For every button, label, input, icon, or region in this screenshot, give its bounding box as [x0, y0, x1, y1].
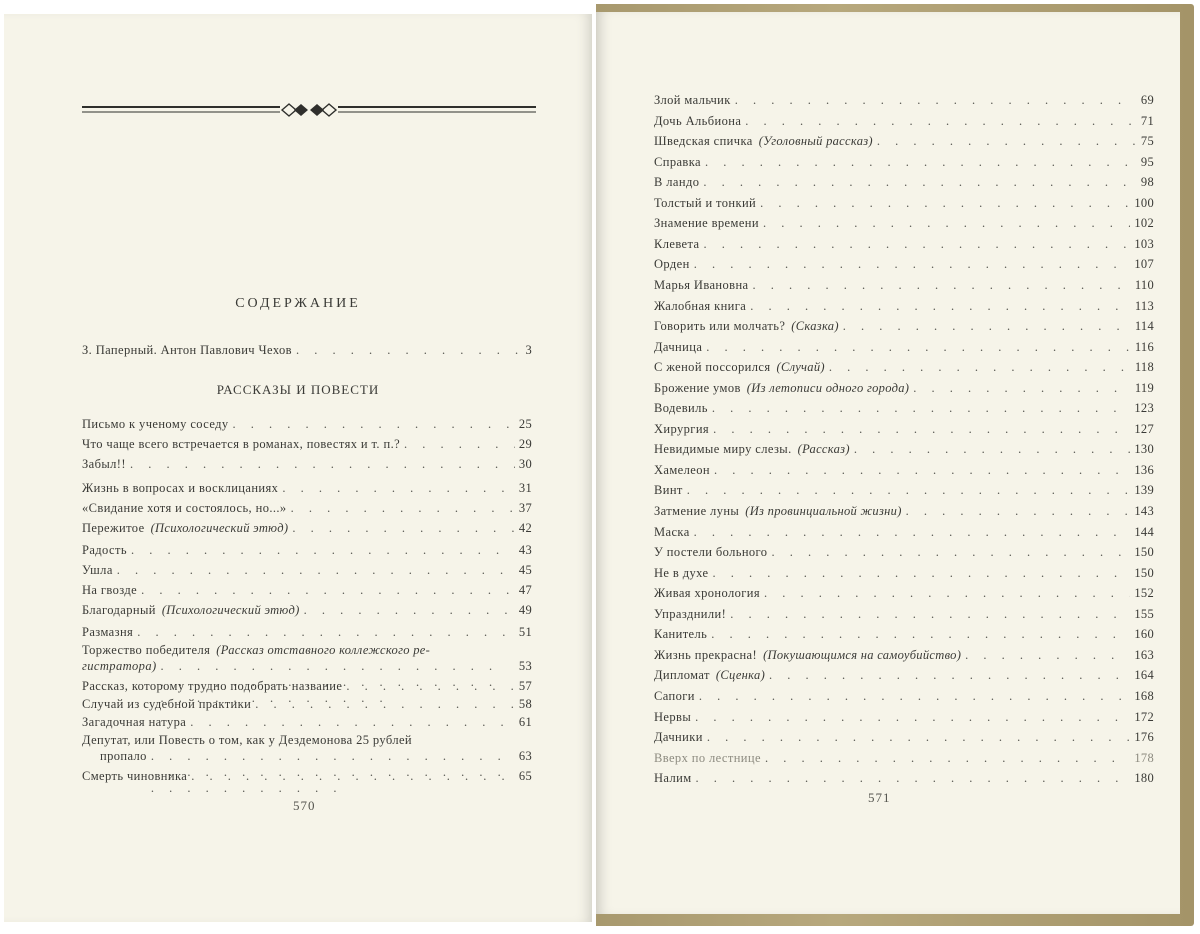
entry-subtitle: (Психологический этюд)	[150, 521, 289, 535]
dot-leader	[304, 602, 515, 618]
dot-leader	[843, 318, 1131, 334]
dot-leader	[296, 342, 521, 358]
entry-title: Забыл!!	[82, 457, 126, 471]
toc-entry	[654, 626, 1154, 642]
entry-title: Винт	[654, 483, 683, 497]
dot-leader	[769, 667, 1130, 683]
toc-entry	[654, 359, 1154, 375]
entry-title: Хирургия	[654, 422, 710, 436]
toc-entry	[654, 462, 1154, 478]
entry-page: 113	[1134, 299, 1154, 313]
entry-title: На гвозде	[82, 583, 138, 597]
entry-title: Налим	[654, 771, 692, 785]
toc-entry	[82, 520, 532, 536]
dot-leader	[282, 480, 515, 496]
entry-title: Нервы	[654, 710, 692, 724]
dot-leader	[695, 709, 1130, 725]
entry-title: Знамение времени	[654, 216, 759, 230]
entry-title: Случай из судебной практики	[82, 697, 252, 711]
toc-entry	[654, 195, 1154, 211]
entry-title-continued: гистратора)	[82, 659, 157, 673]
entry-title: Торжество победителя	[82, 643, 211, 657]
dot-leader	[752, 277, 1130, 293]
dot-leader	[750, 298, 1131, 314]
dot-leader	[233, 416, 515, 432]
entry-page: 45	[518, 563, 532, 577]
entry-page: 116	[1134, 340, 1154, 354]
entry-page: 58	[518, 697, 532, 711]
toc-entry	[654, 92, 1154, 108]
entry-page: 63	[518, 749, 532, 763]
toc-entry	[654, 729, 1154, 745]
entry-title: Ушла	[82, 563, 113, 577]
toc-entry	[654, 318, 1154, 334]
entry-page: 178	[1134, 751, 1154, 765]
entry-title: Брожение умов	[654, 381, 741, 395]
entry-title: Жалобная книга	[654, 299, 747, 313]
toc-entry	[654, 667, 1154, 683]
entry-page: 180	[1134, 771, 1154, 785]
entry-page: 164	[1134, 668, 1154, 682]
toc-entry	[654, 133, 1154, 149]
entry-page: 152	[1134, 586, 1154, 600]
dot-leader	[765, 750, 1130, 766]
toc-entry	[654, 380, 1154, 396]
toc-entry	[654, 709, 1154, 725]
entry-title: Упразднили!	[654, 607, 727, 621]
entry-page: 123	[1134, 401, 1154, 415]
toc-entry	[82, 480, 532, 496]
toc-entry	[82, 342, 532, 358]
toc-entry	[654, 174, 1154, 190]
entry-title: Не в духе	[654, 566, 709, 580]
entry-page: 95	[1140, 155, 1154, 169]
right-page	[596, 12, 1180, 914]
entry-page: 51	[518, 625, 532, 639]
entry-title: Размазня	[82, 625, 134, 639]
toc-entry	[82, 678, 532, 694]
toc-entry	[654, 298, 1154, 314]
entry-subtitle: (Сказка)	[791, 319, 839, 333]
entry-subtitle: (Рассказ)	[797, 442, 850, 456]
dot-leader	[829, 359, 1131, 375]
entry-title: Справка	[654, 155, 701, 169]
entry-title: Хамелеон	[654, 463, 710, 477]
entry-title: Затмение луны	[654, 504, 740, 518]
dot-leader	[712, 565, 1130, 581]
toc-entry	[654, 647, 1154, 663]
dot-leader	[687, 482, 1131, 498]
entry-page: 71	[1140, 114, 1154, 128]
entry-page: 103	[1134, 237, 1154, 251]
toc-entry	[654, 421, 1154, 437]
entry-page: 143	[1134, 504, 1154, 518]
toc-entry	[654, 441, 1154, 457]
entry-page: 119	[1134, 381, 1154, 395]
toc-entry	[82, 624, 532, 640]
entry-page: 75	[1140, 134, 1154, 148]
entry-title: Орден	[654, 257, 690, 271]
dot-leader	[404, 436, 515, 452]
dot-leader	[730, 606, 1130, 622]
entry-page: 69	[1140, 93, 1154, 107]
entry-title: Пережитое	[82, 521, 145, 535]
toc-entry	[654, 400, 1154, 416]
entry-title: Жизнь в вопросах и восклицаниях	[82, 481, 279, 495]
entry-title: «Свидание хотя и состоялось, но...»	[82, 501, 287, 515]
section-heading: РАССКАЗЫ И ПОВЕСТИ	[216, 382, 380, 397]
toc-entry	[654, 236, 1154, 252]
entry-title: Живая хронология	[654, 586, 761, 600]
entry-title: Жизнь прекрасна!	[654, 648, 758, 662]
entry-subtitle: (Рассказ отставного коллежского ре-	[216, 643, 431, 657]
dot-leader	[131, 542, 515, 558]
toc-entry	[654, 688, 1154, 704]
dot-leader	[712, 400, 1130, 416]
entry-title-continued: пропало	[100, 749, 147, 763]
entry-subtitle: (Сценка)	[715, 668, 766, 682]
toc-entry	[82, 602, 532, 618]
entry-page: 30	[518, 457, 532, 471]
dot-leader	[711, 626, 1130, 642]
entry-page: 47	[518, 583, 532, 597]
dot-leader	[130, 456, 515, 472]
toc-entry	[82, 582, 532, 598]
entry-page: 29	[518, 437, 532, 451]
entry-page: 163	[1134, 648, 1154, 662]
toc-entry	[654, 585, 1154, 601]
dot-leader	[137, 624, 515, 640]
entry-title: Невидимые миру слезы.	[654, 442, 792, 456]
entry-page: 114	[1134, 319, 1154, 333]
entry-page: 127	[1134, 422, 1154, 436]
entry-page: 31	[518, 481, 532, 495]
dot-leader	[346, 678, 515, 694]
left-page	[4, 14, 592, 922]
entry-title: Говорить или молчать?	[654, 319, 786, 333]
entry-title: Канитель	[654, 627, 708, 641]
entry-title: Марья Ивановна	[654, 278, 749, 292]
entry-page: 160	[1134, 627, 1154, 641]
entry-page: 49	[518, 603, 532, 617]
entry-subtitle: (Психологический этюд)	[161, 603, 300, 617]
toc-entry	[82, 436, 532, 452]
dot-leader	[763, 215, 1130, 231]
toc-entry	[82, 696, 532, 712]
entry-page: 155	[1134, 607, 1154, 621]
entry-title: Дочь Альбиона	[654, 114, 742, 128]
toc-entry	[654, 339, 1154, 355]
entry-page: 25	[518, 417, 532, 431]
entry-page: 65	[518, 769, 532, 783]
entry-page: 139	[1134, 483, 1154, 497]
entry-page: 172	[1134, 710, 1154, 724]
entry-page: 150	[1134, 545, 1154, 559]
toc-entry	[654, 503, 1154, 519]
entry-page: 110	[1134, 278, 1154, 292]
dot-leader	[696, 770, 1131, 786]
dot-leader	[190, 714, 515, 730]
dot-leader	[703, 174, 1137, 190]
toc-entry	[654, 482, 1154, 498]
dot-leader	[707, 729, 1131, 745]
entry-page: 118	[1134, 360, 1154, 374]
dot-leader	[694, 524, 1131, 540]
dot-leader	[906, 503, 1131, 519]
entry-title: Вверх по лестнице	[654, 751, 761, 765]
entry-title: Благодарный	[82, 603, 156, 617]
entry-title: Дачники	[654, 730, 703, 744]
dot-leader	[706, 339, 1131, 355]
entry-subtitle: (Случай)	[776, 360, 825, 374]
entry-title: Сапоги	[654, 689, 695, 703]
dot-leader	[191, 768, 515, 784]
toc-entry	[654, 770, 1154, 786]
entry-title: Смерть чиновника	[82, 769, 188, 783]
toc-entry	[82, 768, 532, 784]
dot-leader	[117, 562, 515, 578]
toc-entry	[654, 524, 1154, 540]
dot-leader	[735, 92, 1137, 108]
toc-entry	[654, 544, 1154, 560]
entry-title: У постели больного	[654, 545, 768, 559]
page-number-left: 570	[293, 798, 316, 813]
entry-title: Дачница	[654, 340, 703, 354]
toc-entry	[654, 565, 1154, 581]
toc-entry	[82, 714, 532, 730]
entry-title: С женой поссорился	[654, 360, 771, 374]
entry-page: 168	[1134, 689, 1154, 703]
entry-title: Водевиль	[654, 401, 708, 415]
entry-page: 130	[1134, 442, 1154, 456]
toc-entry	[654, 606, 1154, 622]
entry-page: 61	[518, 715, 532, 729]
dot-leader	[292, 520, 515, 536]
dot-leader	[760, 195, 1130, 211]
page-number-right: 571	[868, 790, 891, 805]
entry-page: 144	[1134, 525, 1154, 539]
entry-subtitle: (Покушающимся на самоубийство)	[763, 648, 962, 662]
toc-entry	[654, 215, 1154, 231]
toc-entry	[82, 500, 532, 516]
dot-leader	[703, 236, 1130, 252]
dot-leader	[764, 585, 1130, 601]
entry-page: 37	[518, 501, 532, 515]
dot-leader	[771, 544, 1130, 560]
entry-title: Злой мальчик	[654, 93, 731, 107]
entry-page: 136	[1134, 463, 1154, 477]
entry-page: 53	[518, 659, 532, 673]
dot-leader	[705, 154, 1137, 170]
toc-heading: СОДЕРЖАНИЕ	[235, 296, 361, 311]
ornament-rule-icon	[82, 101, 536, 119]
entry-page: 42	[518, 521, 532, 535]
dot-leader	[854, 441, 1131, 457]
dot-leader	[913, 380, 1131, 396]
dot-leader	[141, 582, 515, 598]
toc-entry	[654, 277, 1154, 293]
toc-entry	[82, 416, 532, 432]
entry-title: Письмо к ученому соседу	[82, 417, 229, 431]
entry-page: 43	[518, 543, 532, 557]
entry-title: Толстый и тонкий	[654, 196, 757, 210]
entry-title: З. Паперный. Антон Павлович Чехов	[82, 343, 292, 357]
entry-page: 102	[1134, 216, 1154, 230]
entry-page: 100	[1134, 196, 1154, 210]
entry-title: Депутат, или Повесть о том, как у Дездемонова 25 рублей	[82, 733, 413, 747]
entry-title: Что чаще всего встречается в романах, повестях и т. п.?	[82, 437, 401, 451]
dot-leader	[291, 500, 515, 516]
toc-entry	[82, 732, 532, 796]
entry-title: Дипломат	[654, 668, 710, 682]
dot-leader	[965, 647, 1130, 663]
dot-leader	[713, 421, 1130, 437]
dot-leader	[745, 113, 1137, 129]
toc-entry	[82, 562, 532, 578]
entry-page: 57	[518, 679, 532, 693]
toc-entry	[654, 750, 1154, 766]
dot-leader	[255, 696, 515, 712]
toc-entry	[82, 456, 532, 472]
entry-title: Шведская спичка	[654, 134, 753, 148]
dot-leader	[699, 688, 1130, 704]
entry-title: В ландо	[654, 175, 700, 189]
entry-page: 176	[1134, 730, 1154, 744]
entry-subtitle: (Из провинциальной жизни)	[745, 504, 902, 518]
entry-title: Радость	[82, 543, 127, 557]
entry-subtitle: (Из летописи одного города)	[746, 381, 910, 395]
entry-title: Загадочная натура	[82, 715, 187, 729]
toc-entry	[654, 154, 1154, 170]
toc-entry	[82, 542, 532, 558]
entry-page: 98	[1140, 175, 1154, 189]
entry-title: Маска	[654, 525, 690, 539]
entry-subtitle: (Уголовный рассказ)	[758, 134, 873, 148]
toc-entry	[654, 256, 1154, 272]
entry-page: 150	[1134, 566, 1154, 580]
entry-page: 107	[1134, 257, 1154, 271]
entry-title: Рассказ, которому трудно подобрать название	[82, 679, 343, 693]
dot-leader	[877, 133, 1137, 149]
dot-leader	[714, 462, 1130, 478]
entry-title: Клевета	[654, 237, 700, 251]
dot-leader	[694, 256, 1131, 272]
entry-page: 3	[525, 343, 532, 357]
toc-entry	[654, 113, 1154, 129]
